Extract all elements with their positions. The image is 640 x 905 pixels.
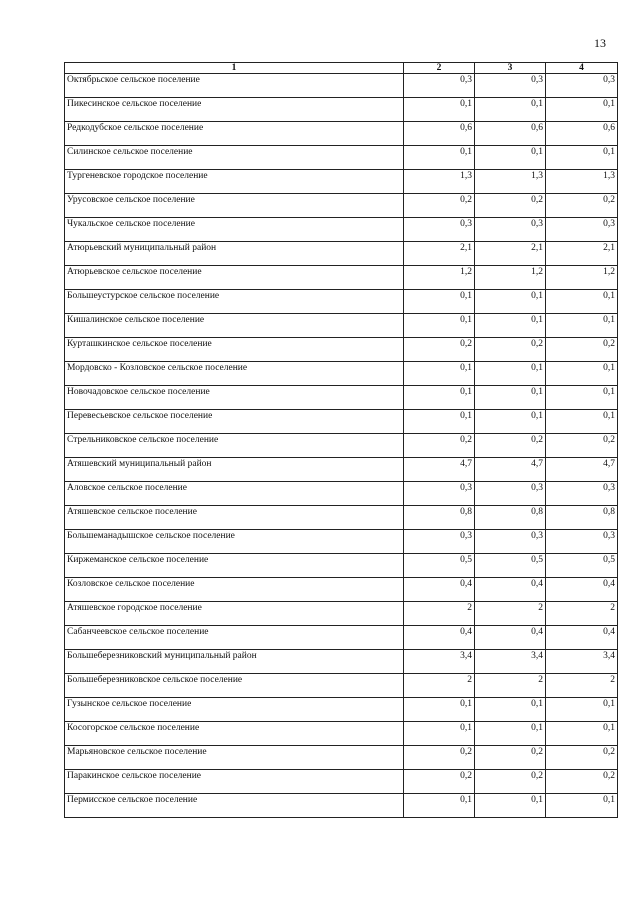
value-cell-col4: 0,2 (546, 770, 618, 794)
value-cell-col4: 0,4 (546, 626, 618, 650)
value-cell-col4: 0,3 (546, 482, 618, 506)
settlement-name-cell: Пермисское сельское поселение (65, 794, 404, 818)
table-body (65, 74, 618, 818)
value-cell-col3: 0,1 (475, 98, 546, 122)
settlement-name-cell: Атюрьевский муниципальный район (65, 242, 404, 266)
settlement-name-cell: Урусовское сельское поселение (65, 194, 404, 218)
value-cell-col4: 4,7 (546, 458, 618, 482)
value-cell-col2: 0,1 (404, 290, 475, 314)
value-cell-col2: 0,1 (404, 386, 475, 410)
value-cell-col4: 0,1 (546, 698, 618, 722)
settlement-name-cell: Мордовско - Козловское сельское поселение (65, 362, 404, 386)
value-cell-col2: 0,1 (404, 362, 475, 386)
table-row (65, 362, 618, 386)
settlement-name-cell: Редкодубское сельское поселение (65, 122, 404, 146)
settlement-name-cell: Атюрьевское сельское поселение (65, 266, 404, 290)
value-cell-col2: 0,2 (404, 194, 475, 218)
table-row (65, 458, 618, 482)
settlement-name-cell: Атяшевское сельское поселение (65, 506, 404, 530)
value-cell-col4: 0,1 (546, 146, 618, 170)
value-cell-col4: 0,1 (546, 290, 618, 314)
table-row (65, 506, 618, 530)
table-row (65, 674, 618, 698)
value-cell-col4: 0,1 (546, 794, 618, 818)
value-cell-col2: 0,1 (404, 98, 475, 122)
table-row (65, 146, 618, 170)
table-row (65, 482, 618, 506)
value-cell-col3: 0,6 (475, 122, 546, 146)
value-cell-col3: 0,4 (475, 578, 546, 602)
table-row (65, 122, 618, 146)
value-cell-col4: 0,2 (546, 434, 618, 458)
value-cell-col2: 0,1 (404, 410, 475, 434)
value-cell-col3: 4,7 (475, 458, 546, 482)
value-cell-col3: 3,4 (475, 650, 546, 674)
table-row (65, 530, 618, 554)
value-cell-col3: 0,2 (475, 338, 546, 362)
value-cell-col2: 0,2 (404, 338, 475, 362)
value-cell-col2: 0,1 (404, 722, 475, 746)
value-cell-col3: 0,1 (475, 386, 546, 410)
table-header-row (65, 63, 618, 74)
value-cell-col2: 3,4 (404, 650, 475, 674)
table-row (65, 650, 618, 674)
settlement-name-cell: Атяшевский муниципальный район (65, 458, 404, 482)
table-row (65, 770, 618, 794)
value-cell-col3: 0,4 (475, 626, 546, 650)
settlement-name-cell: Октябрьское сельское поселение (65, 74, 404, 98)
value-cell-col2: 1,3 (404, 170, 475, 194)
value-cell-col2: 0,1 (404, 794, 475, 818)
value-cell-col3: 0,1 (475, 410, 546, 434)
settlement-name-cell: Марьяновское сельское поселение (65, 746, 404, 770)
value-cell-col3: 0,3 (475, 530, 546, 554)
value-cell-col3: 0,2 (475, 194, 546, 218)
value-cell-col4: 3,4 (546, 650, 618, 674)
value-cell-col3: 2,1 (475, 242, 546, 266)
value-cell-col4: 0,2 (546, 194, 618, 218)
settlement-name-cell: Большеберезниковский муниципальный район (65, 650, 404, 674)
value-cell-col4: 1,3 (546, 170, 618, 194)
settlement-name-cell: Атяшевское городское поселение (65, 602, 404, 626)
value-cell-col4: 0,3 (546, 218, 618, 242)
value-cell-col4: 2,1 (546, 242, 618, 266)
value-cell-col2: 2,1 (404, 242, 475, 266)
column-header-3: 3 (475, 63, 546, 74)
settlement-name-cell: Большеберезниковское сельское поселение (65, 674, 404, 698)
settlement-name-cell: Косогорское сельское поселение (65, 722, 404, 746)
settlement-name-cell: Чукальское сельское поселение (65, 218, 404, 242)
table-row (65, 74, 618, 98)
value-cell-col3: 0,8 (475, 506, 546, 530)
table-row (65, 578, 618, 602)
value-cell-col4: 0,1 (546, 722, 618, 746)
value-cell-col3: 0,1 (475, 314, 546, 338)
value-cell-col2: 0,5 (404, 554, 475, 578)
table-row (65, 290, 618, 314)
table-row (65, 386, 618, 410)
value-cell-col3: 0,1 (475, 290, 546, 314)
data-table (64, 62, 618, 818)
column-header-4: 4 (546, 63, 618, 74)
settlement-name-cell: Тургеневское городское поселение (65, 170, 404, 194)
value-cell-col2: 0,2 (404, 746, 475, 770)
table-row (65, 698, 618, 722)
value-cell-col4: 0,2 (546, 746, 618, 770)
value-cell-col4: 0,3 (546, 74, 618, 98)
value-cell-col2: 0,1 (404, 698, 475, 722)
settlement-name-cell: Новочадовское сельское поселение (65, 386, 404, 410)
settlement-name-cell: Киржеманское сельское поселение (65, 554, 404, 578)
settlement-name-cell: Гузынское сельское поселение (65, 698, 404, 722)
settlement-name-cell: Стрельниковское сельское поселение (65, 434, 404, 458)
value-cell-col2: 0,1 (404, 146, 475, 170)
table-row (65, 194, 618, 218)
settlement-name-cell: Аловское сельское поселение (65, 482, 404, 506)
value-cell-col2: 0,2 (404, 770, 475, 794)
value-cell-col2: 0,8 (404, 506, 475, 530)
value-cell-col2: 0,3 (404, 74, 475, 98)
value-cell-col2: 0,3 (404, 482, 475, 506)
table-row (65, 554, 618, 578)
value-cell-col4: 0,6 (546, 122, 618, 146)
value-cell-col4: 0,8 (546, 506, 618, 530)
table-row (65, 338, 618, 362)
settlement-name-cell: Большеустурское сельское поселение (65, 290, 404, 314)
table-row (65, 170, 618, 194)
value-cell-col2: 0,6 (404, 122, 475, 146)
value-cell-col2: 0,3 (404, 218, 475, 242)
table-row (65, 746, 618, 770)
value-cell-col3: 2 (475, 674, 546, 698)
value-cell-col3: 0,5 (475, 554, 546, 578)
table-row (65, 602, 618, 626)
value-cell-col4: 0,1 (546, 386, 618, 410)
value-cell-col4: 0,1 (546, 362, 618, 386)
value-cell-col3: 0,3 (475, 74, 546, 98)
settlement-name-cell: Сабанчеевское сельское поселение (65, 626, 404, 650)
value-cell-col2: 1,2 (404, 266, 475, 290)
value-cell-col3: 0,3 (475, 218, 546, 242)
table-row (65, 266, 618, 290)
settlement-name-cell: Кишалинское сельское поселение (65, 314, 404, 338)
value-cell-col4: 0,2 (546, 338, 618, 362)
value-cell-col3: 0,1 (475, 362, 546, 386)
settlement-name-cell: Курташкинское сельское поселение (65, 338, 404, 362)
value-cell-col2: 4,7 (404, 458, 475, 482)
value-cell-col4: 0,3 (546, 530, 618, 554)
value-cell-col2: 0,4 (404, 578, 475, 602)
settlement-name-cell: Паракинское сельское поселение (65, 770, 404, 794)
value-cell-col2: 0,2 (404, 434, 475, 458)
value-cell-col4: 2 (546, 674, 618, 698)
value-cell-col4: 0,4 (546, 578, 618, 602)
value-cell-col3: 1,2 (475, 266, 546, 290)
value-cell-col2: 2 (404, 674, 475, 698)
settlement-name-cell: Перевесьевское сельское поселение (65, 410, 404, 434)
value-cell-col3: 0,2 (475, 746, 546, 770)
table-row (65, 722, 618, 746)
value-cell-col2: 0,1 (404, 314, 475, 338)
table-row (65, 218, 618, 242)
value-cell-col3: 0,1 (475, 722, 546, 746)
value-cell-col3: 0,2 (475, 770, 546, 794)
value-cell-col4: 2 (546, 602, 618, 626)
column-header-1: 1 (65, 63, 404, 74)
value-cell-col4: 0,1 (546, 98, 618, 122)
value-cell-col3: 1,3 (475, 170, 546, 194)
table-row (65, 242, 618, 266)
value-cell-col2: 2 (404, 602, 475, 626)
table-row (65, 98, 618, 122)
value-cell-col4: 0,5 (546, 554, 618, 578)
page-number: 13 (594, 36, 606, 50)
settlement-name-cell: Большеманадышское сельское поселение (65, 530, 404, 554)
value-cell-col4: 0,1 (546, 314, 618, 338)
value-cell-col2: 0,4 (404, 626, 475, 650)
value-cell-col3: 0,1 (475, 698, 546, 722)
table-row (65, 410, 618, 434)
table-row (65, 434, 618, 458)
column-header-2: 2 (404, 63, 475, 74)
table-row (65, 626, 618, 650)
settlement-name-cell: Пикесинское сельское поселение (65, 98, 404, 122)
value-cell-col3: 0,3 (475, 482, 546, 506)
value-cell-col3: 0,1 (475, 146, 546, 170)
table-row (65, 314, 618, 338)
value-cell-col4: 0,1 (546, 410, 618, 434)
value-cell-col4: 1,2 (546, 266, 618, 290)
value-cell-col2: 0,3 (404, 530, 475, 554)
value-cell-col3: 0,2 (475, 434, 546, 458)
value-cell-col3: 2 (475, 602, 546, 626)
table-row (65, 794, 618, 818)
settlement-name-cell: Силинское сельское поселение (65, 146, 404, 170)
settlement-name-cell: Козловское сельское поселение (65, 578, 404, 602)
value-cell-col3: 0,1 (475, 794, 546, 818)
